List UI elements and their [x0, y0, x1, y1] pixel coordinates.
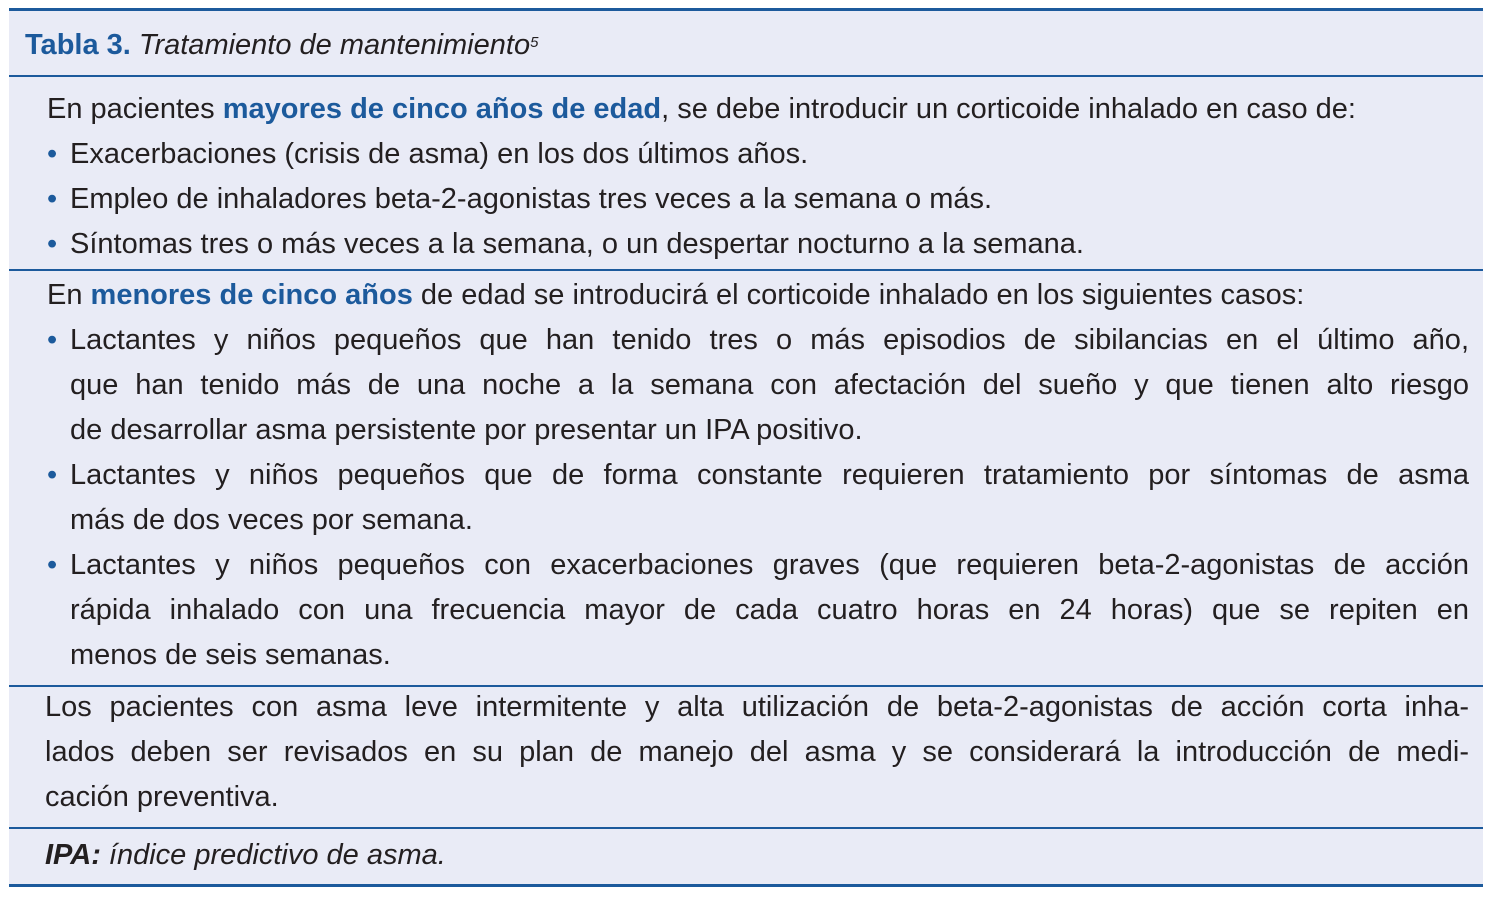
table-caption: [9, 11, 1483, 77]
bullet-dot: •: [47, 228, 58, 260]
bullet-item: [47, 132, 1469, 177]
table-title-reference: 5: [530, 34, 539, 51]
bullet-item: [47, 543, 1469, 678]
bullet-text: Empleo de inhaladores beta-2-agonistas tres veces a la semana o más.: [70, 183, 993, 215]
maintenance-treatment-table: [9, 8, 1483, 887]
bullet-line: rápida inhalado con una frecuencia mayor de cada cuatro horas en 24 horas) que se repiten en: [70, 594, 1469, 626]
bullet-line: Lactantes y niños pequeños que han tenido tres o más episodios de sibilancias en el último año,: [70, 324, 1469, 356]
intro-text-before: En: [47, 279, 91, 311]
section-intro: [47, 273, 1469, 318]
bullet-line: menos de seis semanas.: [70, 639, 391, 671]
intro-text-before: En pacientes: [47, 93, 223, 125]
bullet-dot: •: [47, 138, 58, 170]
bullet-line: Lactantes y niños pequeños con exacerbaciones graves (que requieren beta-2-agonistas de acción: [70, 549, 1469, 581]
intro-text-after: , se debe introducir un corticoide inhalado en caso de:: [661, 93, 1356, 125]
bullet-dot: •: [47, 549, 58, 581]
intro-highlight: mayores de cinco años de edad: [222, 93, 662, 125]
section-intermittent-asthma: [9, 685, 1483, 820]
table-title: [139, 29, 539, 61]
paragraph-line: cación preventiva.: [45, 781, 279, 813]
section-divider: [9, 269, 1483, 271]
bullet-item: [47, 453, 1469, 543]
bullet-line: de desarrollar asma persistente por presentar un IPA positivo.: [70, 414, 863, 446]
section-younger-than-five: [9, 273, 1483, 678]
bullet-item: [47, 177, 1469, 222]
bullet-item: [47, 222, 1469, 267]
bullet-line: que han tenido más de una noche a la semana con afectación del sueño y que tienen alto riesgo: [70, 369, 1469, 401]
intro-text-after: de edad se introducirá el corticoide inhalado en los siguientes casos:: [412, 279, 1305, 311]
footnote-abbreviation: IPA:: [45, 839, 101, 871]
bullet-line: Lactantes y niños pequeños que de forma constante requieren tratamiento por síntomas de asma: [70, 459, 1469, 491]
bullet-item: [47, 318, 1469, 453]
section-older-than-five: [9, 87, 1483, 267]
section-intro: [47, 87, 1469, 132]
bullet-dot: •: [47, 459, 58, 491]
bullet-dot: •: [47, 183, 58, 215]
bullet-text: Exacerbaciones (crisis de asma) en los dos últimos años.: [70, 138, 809, 170]
paragraph-line: lados deben ser revisados en su plan de manejo del asma y se considerará la introducción de medi-: [45, 736, 1469, 768]
footnote-definition: índice predictivo de asma.: [100, 839, 446, 871]
table-number: Tabla 3.: [25, 29, 131, 61]
table-title-text: Tratamiento de mantenimiento: [138, 29, 531, 61]
intro-highlight: menores de cinco años: [90, 279, 413, 311]
bullet-dot: •: [47, 324, 58, 356]
paragraph-line: Los pacientes con asma leve intermitente y alta utilización de beta-2-agonistas de acción corta inha-: [45, 691, 1469, 723]
bullet-line: más de dos veces por semana.: [70, 504, 473, 536]
bullet-text: Síntomas tres o más veces a la semana, o un despertar nocturno a la semana.: [70, 228, 1084, 260]
section-divider: [9, 827, 1483, 829]
table-footnote: [9, 833, 1483, 878]
